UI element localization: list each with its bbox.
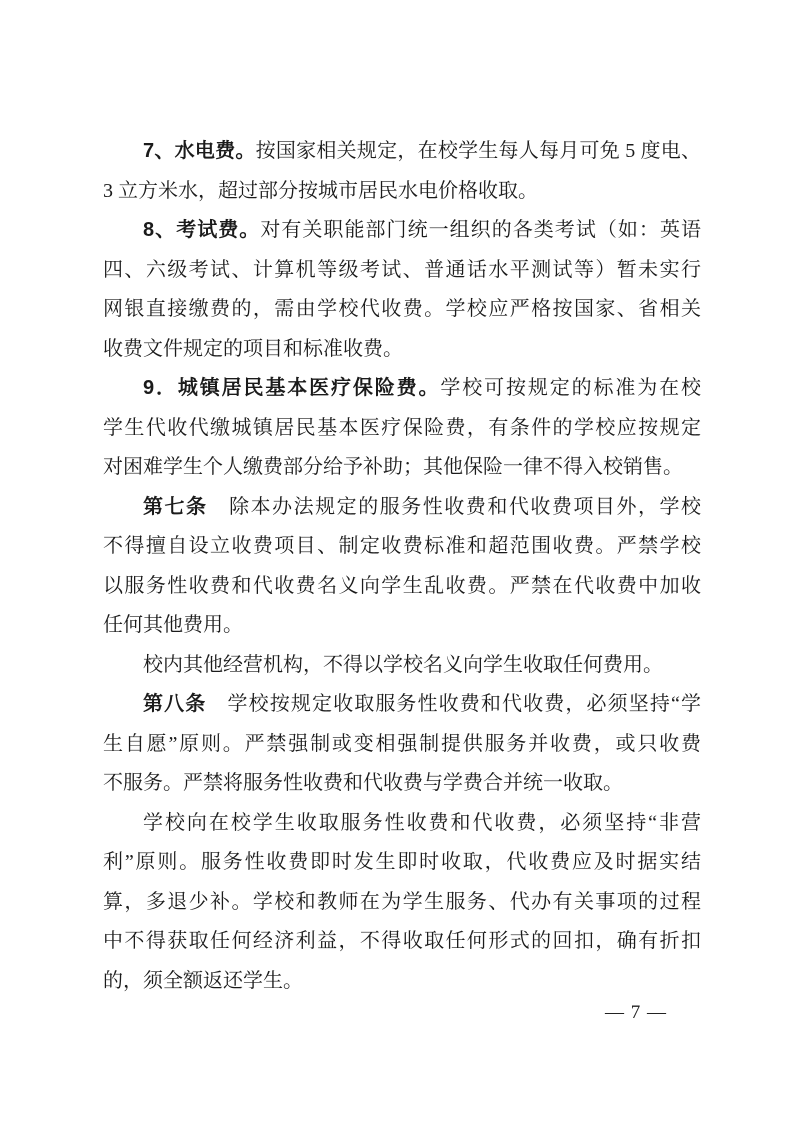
- text-line: [103, 251, 701, 291]
- text-line: [103, 843, 701, 883]
- text-line: [103, 962, 701, 1002]
- paragraph-text: 网银直接缴费的，需由学校代收费。学校应严格按国家、省相关: [103, 298, 701, 320]
- paragraph-text: 收费文件规定的项目和标准收费。: [103, 337, 403, 360]
- paragraph-text: 中不得获取任何经济利益，不得收取任何形式的回扣，确有折扣: [103, 930, 701, 952]
- text-line: [103, 764, 701, 804]
- paragraph-lead: 第八条: [143, 693, 207, 715]
- text-line: [103, 883, 701, 923]
- paragraph-lead: 8、考试费。: [143, 219, 261, 241]
- paragraph-text: 利”原则。服务性收费即时发生即时收取，代收费应及时据实结: [103, 851, 701, 873]
- paragraph-text: 任何其他费用。: [103, 614, 243, 636]
- text-line: [103, 330, 701, 370]
- paragraph-text: 对有关职能部门统一组织的各类考试（如：英语: [260, 219, 702, 241]
- paragraph-text: 不得擅自设立收费项目、制定收费标准和超范围收费。严禁学校: [103, 535, 701, 557]
- paragraph-lead: 第七条: [143, 495, 208, 518]
- text-line: [103, 725, 701, 765]
- text-line: [103, 527, 701, 567]
- paragraph-lead: 7、水电费。: [143, 140, 256, 162]
- paragraph-text: 算，多退少补。学校和教师在为学生服务、代办有关事项的过程: [103, 890, 701, 913]
- text-line: [103, 606, 701, 646]
- paragraph-text: 学校向在校学生收取服务性收费和代收费，必须坚持“非营: [143, 811, 701, 834]
- paragraph-text: 按国家相关规定，在校学生每人每月可免 5 度电、: [255, 140, 702, 162]
- paragraph-text: 除本办法规定的服务性收费和代收费项目外，学校: [207, 495, 702, 518]
- paragraph-text: 不服务。严禁将服务性收费和代收费与学费合并统一收取。: [103, 772, 623, 794]
- text-line: [103, 488, 701, 528]
- text-line: [103, 369, 701, 409]
- text-line: [103, 409, 701, 449]
- paragraph-lead: 9．城镇居民基本医疗保险费。: [143, 377, 441, 399]
- paragraph-text: 学校可按规定的标准为在校: [440, 377, 701, 399]
- text-line: [103, 211, 701, 251]
- paragraph-text: 校内其他经营机构，不得以学校名义向学生收取任何费用。: [143, 653, 663, 676]
- text-block: [103, 132, 701, 1001]
- paragraph-text: 3 立方米水，超过部分按城市居民水电价格收取。: [103, 179, 538, 202]
- text-line: [103, 685, 701, 725]
- text-line: [103, 922, 701, 962]
- text-line: [103, 448, 701, 488]
- paragraph-text: 对困难学生个人缴费部分给予补助；其他保险一律不得入校销售。: [103, 456, 683, 478]
- page-number: — 7 —: [605, 1002, 667, 1023]
- paragraph-text: 学生代收代缴城镇居民基本医疗保险费，有条件的学校应按规定: [103, 416, 701, 439]
- paragraph-text: 生自愿”原则。严禁强制或变相强制提供服务并收费，或只收费: [103, 732, 701, 755]
- text-line: [103, 567, 701, 607]
- paragraph-text: 的，须全额返还学生。: [103, 969, 303, 992]
- paragraph-text: 以服务性收费和代收费名义向学生乱收费。严禁在代收费中加收: [103, 574, 701, 597]
- paragraph-text: 四、六级考试、计算机等级考试、普通话水平测试等）暂未实行: [103, 258, 701, 281]
- text-line: [103, 132, 701, 172]
- paragraph-text: 学校按规定收取服务性收费和代收费，必须坚持“学: [206, 693, 701, 715]
- text-line: [103, 646, 701, 686]
- text-line: [103, 172, 701, 212]
- text-line: [103, 804, 701, 844]
- text-line: [103, 290, 701, 330]
